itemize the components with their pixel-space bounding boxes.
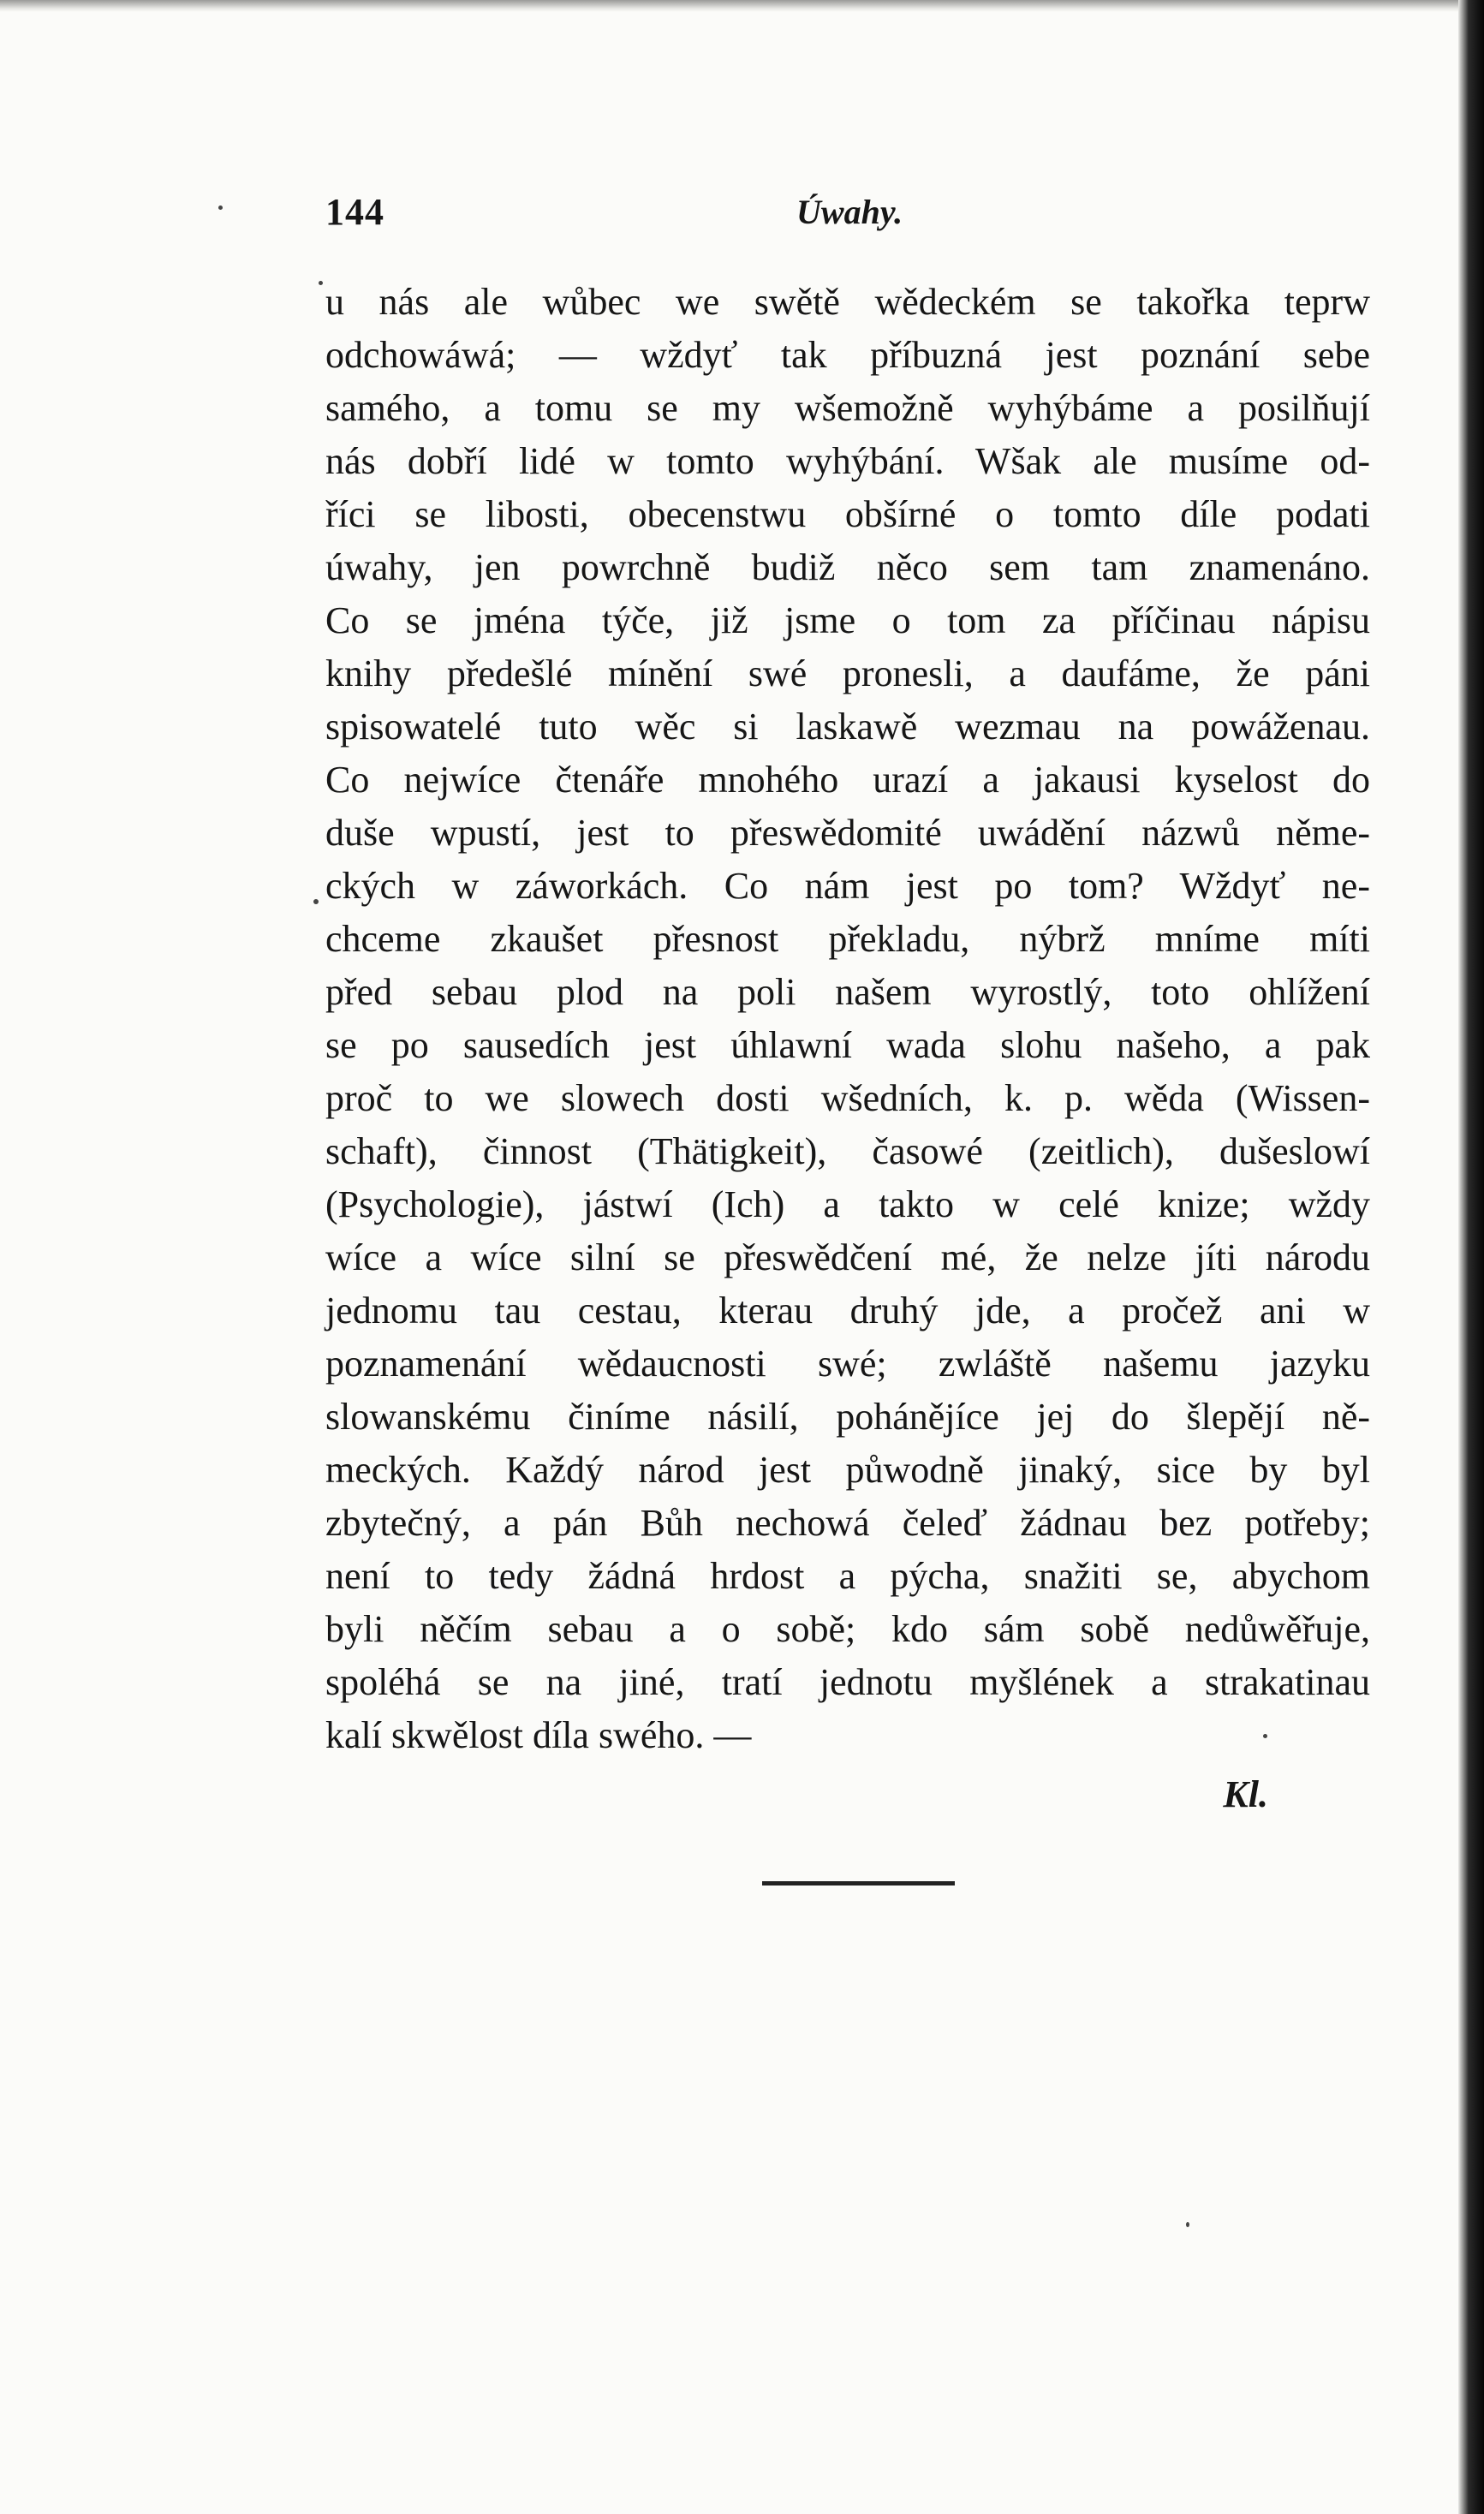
text-line: říci se libosti, obecenstwu obšírné o tomto díle podati bbox=[325, 493, 1370, 535]
paper-speck bbox=[313, 899, 319, 904]
paper-speck bbox=[319, 281, 323, 285]
text-line: nás dobří lidé w tomto wyhýbání. Wšak ale musíme od- bbox=[325, 440, 1370, 482]
page-top-edge bbox=[0, 0, 1484, 12]
text-line: u nás ale wůbec we swětě wědeckém se takořka teprw bbox=[325, 281, 1370, 323]
text-line: kalí skwělost díla swého. — bbox=[325, 1714, 752, 1756]
text-line: ckých w záworkách. Co nám jest po tom? Wždyť ne- bbox=[325, 865, 1370, 907]
text-line: wíce a wíce silní se přeswědčení mé, že nelze jíti národu bbox=[325, 1236, 1370, 1278]
body-text bbox=[325, 276, 1370, 1762]
text-line: jednomu tau cestau, kterau druhý jde, a pročež ani w bbox=[325, 1290, 1370, 1331]
text-line: odchowáwá; — wždyť tak příbuzná jest poznání sebe bbox=[325, 334, 1370, 376]
text-line: poznamenání wědaucnosti swé; zwláště našemu jazyku bbox=[325, 1343, 1370, 1385]
text-line: knihy předešlé mínění swé pronesli, a daufáme, že páni bbox=[325, 652, 1370, 694]
page-binding-edge bbox=[1458, 0, 1484, 2514]
text-line: před sebau plod na poli našem wyrostlý, toto ohlížení bbox=[325, 971, 1370, 1013]
text-line: duše wpustí, jest to přeswědomité uwádění názwů něme- bbox=[325, 812, 1370, 854]
text-line: chceme zkaušet přesnost překladu, nýbrž mníme míti bbox=[325, 918, 1370, 960]
paper-speck bbox=[218, 206, 223, 210]
text-line: zbytečný, a pán Bůh nechowá čeleď žádnau bez potřeby; bbox=[325, 1502, 1370, 1544]
text-line: byli něčím sebau a o sobě; kdo sám sobě nedůwěřuje, bbox=[325, 1608, 1370, 1650]
text-line: slowanskému činíme násilí, pohánějíce jej do šlepějí ně- bbox=[325, 1396, 1370, 1438]
paper-speck bbox=[1186, 2222, 1189, 2227]
text-line: spisowatelé tuto wěc si laskawě wezmau na powáženau. bbox=[325, 706, 1370, 748]
text-line: Co nejwíce čtenáře mnohého urazí a jakausi kyselost do bbox=[325, 759, 1370, 801]
text-line: Co se jména týče, již jsme o tom za příčinau nápisu bbox=[325, 599, 1370, 641]
page-number: 144 bbox=[325, 191, 384, 233]
text-line: úwahy, jen powrchně budiž něco sem tam znamenáno. bbox=[325, 546, 1370, 588]
text-line: spoléhá se na jiné, tratí jednotu myšlének a strakatinau bbox=[325, 1661, 1370, 1703]
text-line: (Psychologie), jástwí (Ich) a takto w celé knize; wždy bbox=[325, 1183, 1370, 1225]
text-line: samého, a tomu se my wšemožně wyhýbáme a posilňují bbox=[325, 387, 1370, 429]
page-header bbox=[325, 190, 1379, 241]
text-line: není to tedy žádná hrdost a pýcha, snažiti se, abychom bbox=[325, 1555, 1370, 1597]
text-line: schaft), činnost (Thätigkeit), časowé (zeitlich), dušeslowí bbox=[325, 1130, 1370, 1172]
paper-speck bbox=[1263, 1734, 1267, 1738]
author-signature: Kl. bbox=[1223, 1773, 1268, 1815]
section-rule bbox=[762, 1881, 955, 1886]
text-line: se po sausedích jest úhlawní wada slohu našeho, a pak bbox=[325, 1024, 1370, 1066]
text-line: proč to we slowech dosti wšedních, k. p. wěda (Wissen- bbox=[325, 1077, 1370, 1119]
running-head: Úwahy. bbox=[796, 193, 903, 231]
text-line: meckých. Každý národ jest půwodně jinaký, sice by byl bbox=[325, 1449, 1370, 1491]
